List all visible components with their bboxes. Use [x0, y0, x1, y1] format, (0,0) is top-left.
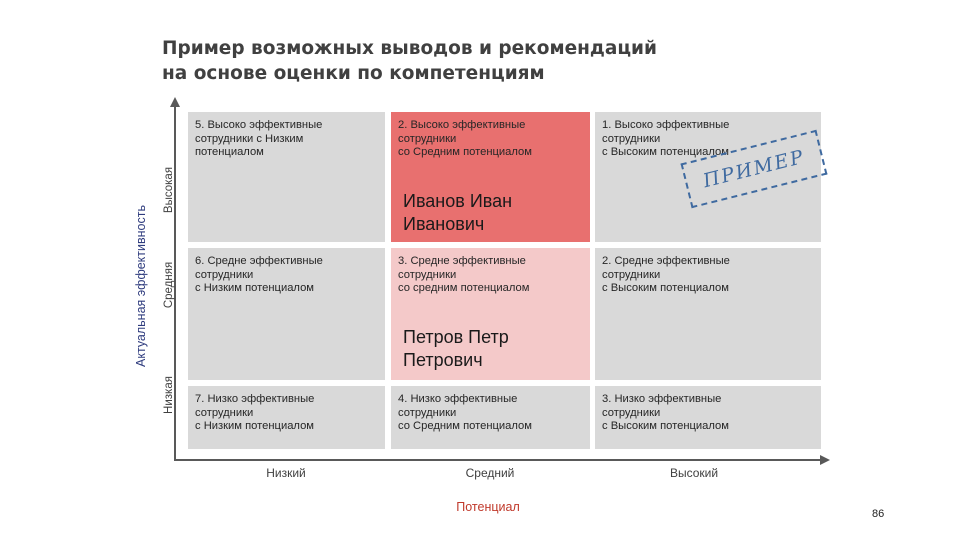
cell-text-line: сотрудники — [398, 268, 457, 281]
cell-text-line: сотрудники с Низким — [195, 132, 304, 145]
cell-text-line: со средним потенциалом — [398, 282, 530, 295]
cell-text-line: сотрудники — [398, 132, 457, 145]
cell-text-line: с Низким потенциалом — [195, 282, 314, 295]
x-level-low: Низкий — [266, 466, 306, 480]
x-axis-arrow — [820, 455, 830, 465]
cell-5-high-low — [188, 112, 385, 242]
stamp-text: ПРИМЕР — [700, 145, 808, 193]
cell-text-line: с Высоким потенциалом — [602, 420, 729, 433]
slide-title — [162, 36, 782, 86]
page-number: 86 — [872, 508, 885, 520]
cell-text-line: 6. Средне эффективные — [195, 255, 323, 267]
cell-text-line: 3. Низко эффективные — [602, 393, 722, 405]
person-name-line: Иванович — [403, 214, 485, 234]
y-axis-arrow — [170, 97, 180, 107]
cell-text-line: 4. Низко эффективные — [398, 393, 518, 405]
cell-text-line: со Средним потенциалом — [398, 420, 532, 433]
cell-text-line: 7. Низко эффективные — [195, 393, 315, 405]
x-axis-title: Потенциал — [456, 500, 520, 514]
cell-text-line: сотрудники — [602, 406, 661, 419]
cell-3-low-high — [595, 386, 821, 449]
person-name — [403, 326, 583, 372]
person-name — [403, 190, 583, 236]
y-level-mid: Средняя — [163, 261, 175, 309]
cell-text-line: с Высоким потенциалом — [602, 146, 729, 159]
cell-text-line: 5. Высоко эффективные — [195, 119, 323, 131]
cell-6-mid-low — [188, 248, 385, 380]
cell-text-line: потенциалом — [195, 146, 264, 159]
cell-text-line: сотрудники — [398, 406, 457, 419]
person-name-line: Петров Петр — [403, 327, 509, 347]
x-level-high: Высокий — [669, 466, 719, 480]
cell-text-line: 2. Средне эффективные — [602, 255, 730, 267]
cell-4-low-mid — [391, 386, 590, 449]
cell-text-line: 3. Средне эффективные — [398, 255, 526, 267]
y-axis-title: Актуальная эффективность — [134, 205, 148, 367]
cell-text-line: сотрудники — [602, 268, 661, 281]
cell-text-line: 2. Высоко эффективные — [398, 119, 526, 131]
cell-text-line: со Средним потенциалом — [398, 146, 532, 159]
cell-7-low-low — [188, 386, 385, 449]
person-name-line: Иванов Иван — [403, 191, 513, 211]
cell-text-line: сотрудники — [195, 268, 254, 281]
cell-2-mid-high — [595, 248, 821, 380]
title-line-1: Пример возможных выводов и рекомендаций — [162, 38, 657, 59]
y-level-low: Низкая — [163, 376, 175, 414]
title-line-2: на основе оценки по компетенциям — [162, 63, 545, 84]
x-level-mid: Средний — [465, 466, 515, 480]
cell-2-high-mid — [391, 112, 590, 242]
x-axis-line — [174, 459, 822, 461]
cell-text-line: с Низким потенциалом — [195, 420, 314, 433]
cell-text-line: с Высоким потенциалом — [602, 282, 729, 295]
cell-3-mid-mid — [391, 248, 590, 380]
cell-text-line: сотрудники — [602, 132, 661, 145]
cell-text-line: 1. Высоко эффективные — [602, 119, 730, 131]
y-level-high: Высокая — [163, 166, 175, 214]
cell-text-line: сотрудники — [195, 406, 254, 419]
person-name-line: Петрович — [403, 350, 483, 370]
